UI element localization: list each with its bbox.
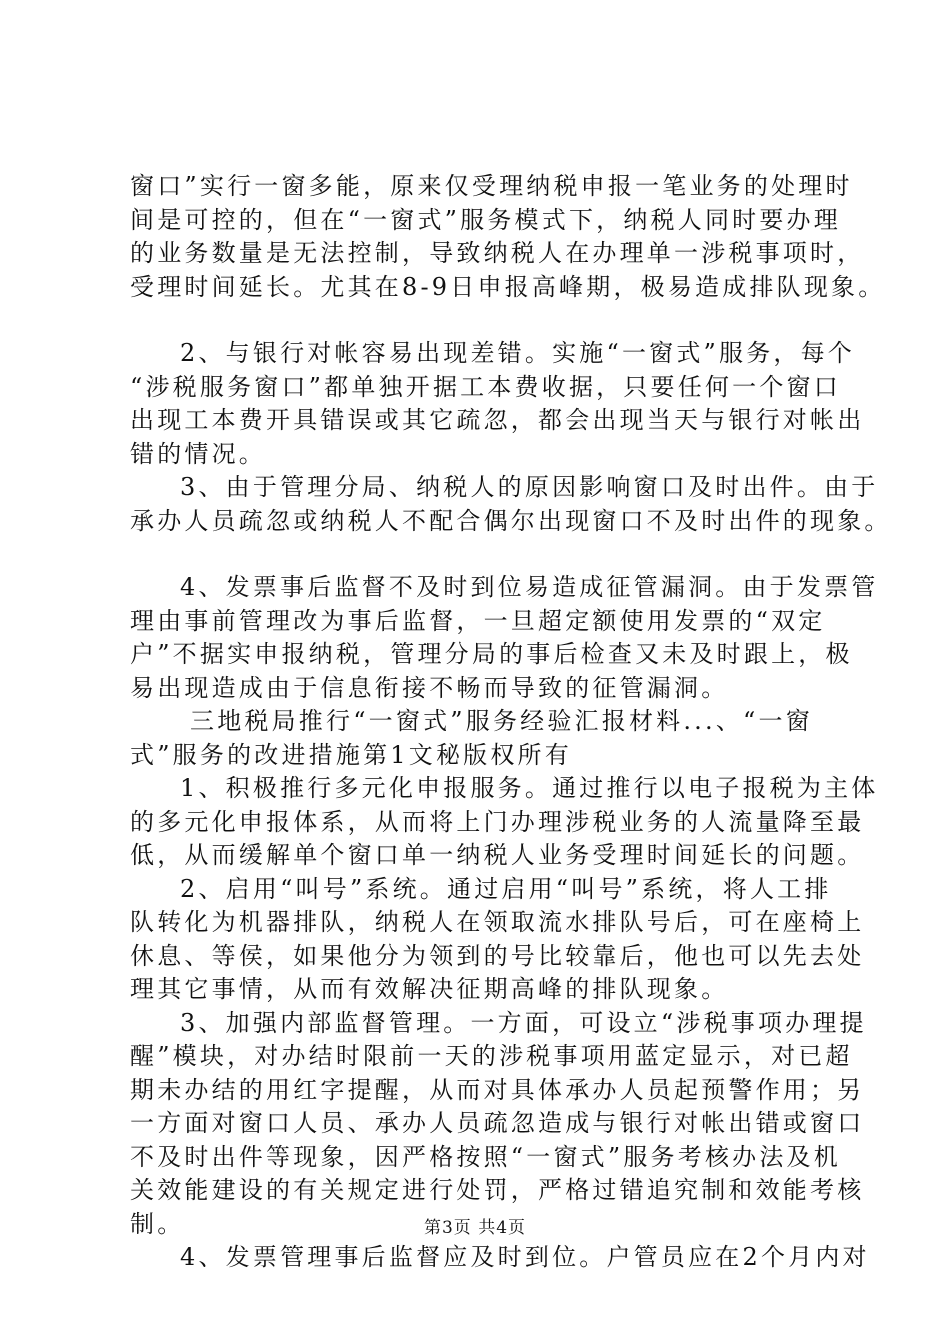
text-line: 理其它事情，从而有效解决征期高峰的排队现象。 bbox=[130, 975, 729, 1003]
text-line: 2、与银行对帐容易出现差错。实施“一窗式”服务，每个 bbox=[180, 339, 856, 367]
text-line: 关效能建设的有关规定进行处罚，严格过错追究制和效能考核 bbox=[130, 1176, 865, 1204]
document-body bbox=[130, 170, 892, 1275]
text-line: 3、由于管理分局、纳税人的原因影响窗口及时出件。由于 bbox=[180, 473, 879, 501]
text-line: 户”不据实申报纳税，管理分局的事后检查又未及时跟上，极 bbox=[130, 640, 853, 668]
text-line: 的业务数量是无法控制，导致纳税人在办理单一涉税事项时， bbox=[130, 239, 865, 267]
paragraph-gap bbox=[130, 304, 850, 337]
text-line: 不及时出件等现象，因严格按照“一窗式”服务考核办法及机 bbox=[130, 1142, 841, 1171]
text-line: 的多元化申报体系，从而将上门办理涉税业务的人流量降至最 bbox=[130, 807, 865, 836]
text-line: 错的情况。 bbox=[130, 439, 266, 468]
text-line: 队转化为机器排队，纳税人在领取流水排队号后，可在座椅上 bbox=[130, 908, 865, 936]
text-line: 出现工本费开具错误或其它疏忽，都会出现当天与银行对帐出 bbox=[130, 406, 865, 434]
page-footer: 第3页 共4页 bbox=[423, 1218, 527, 1238]
text-line: 受理时间延长。尤其在8-9日申报高峰期，极易造成排队现象。 bbox=[130, 272, 886, 301]
text-line: 1、积极推行多元化申报服务。通过推行以电子报税为主体 bbox=[180, 774, 879, 802]
text-line: 间是可控的，但在“一窗式”服务模式下，纳税人同时要办理 bbox=[130, 205, 841, 234]
text-line: 式”服务的改进措施第1文秘版权所有 bbox=[130, 740, 572, 769]
text-line: 低，从而缓解单个窗口单一纳税人业务受理时间延长的问题。 bbox=[130, 841, 865, 869]
text-line: 理由事前管理改为事后监督，一旦超定额使用发票的“双定 bbox=[130, 606, 826, 635]
text-line: 醒”模块，对办结时限前一天的涉税事项用蓝定显示，对已超 bbox=[130, 1042, 853, 1070]
text-line: 3、加强内部监督管理。一方面，可设立“涉税事项办理提 bbox=[180, 1008, 867, 1037]
text-line: 2、启用“叫号”系统。通过启用“叫号”系统，将人工排 bbox=[180, 874, 832, 903]
text-line: 一方面对窗口人员、承办人员疏忽造成与银行对帐出错或窗口 bbox=[130, 1109, 865, 1137]
text-line: 期未办结的用红字提醒，从而对具体承办人员起预警作用；另 bbox=[130, 1075, 865, 1104]
text-line: 承办人员疏忽或纳税人不配合偶尔出现窗口不及时出件的现象。 bbox=[130, 506, 892, 535]
text-line: 4、发票事后监督不及时到位易造成征管漏洞。由于发票管 bbox=[180, 573, 879, 601]
text-line: 休息、等侯，如果他分为领到的号比较靠后，他也可以先去处 bbox=[130, 941, 865, 970]
text-line: 制。 bbox=[130, 1209, 185, 1238]
text-line: 三地税局推行“一窗式”服务经验汇报材料...、“一窗 bbox=[190, 707, 813, 735]
paragraph-gap bbox=[130, 538, 850, 571]
text-line: 易出现造成由于信息衔接不畅而导致的征管漏洞。 bbox=[130, 673, 729, 702]
text-line: “涉税服务窗口”都单独开据工本费收据，只要任何一个窗口 bbox=[130, 372, 841, 401]
text-line: 窗口”实行一窗多能，原来仅受理纳税申报一笔业务的处理时 bbox=[130, 172, 853, 200]
text-line: 4、发票管理事后监督应及时到位。户管员应在2个月内对 bbox=[180, 1243, 870, 1271]
